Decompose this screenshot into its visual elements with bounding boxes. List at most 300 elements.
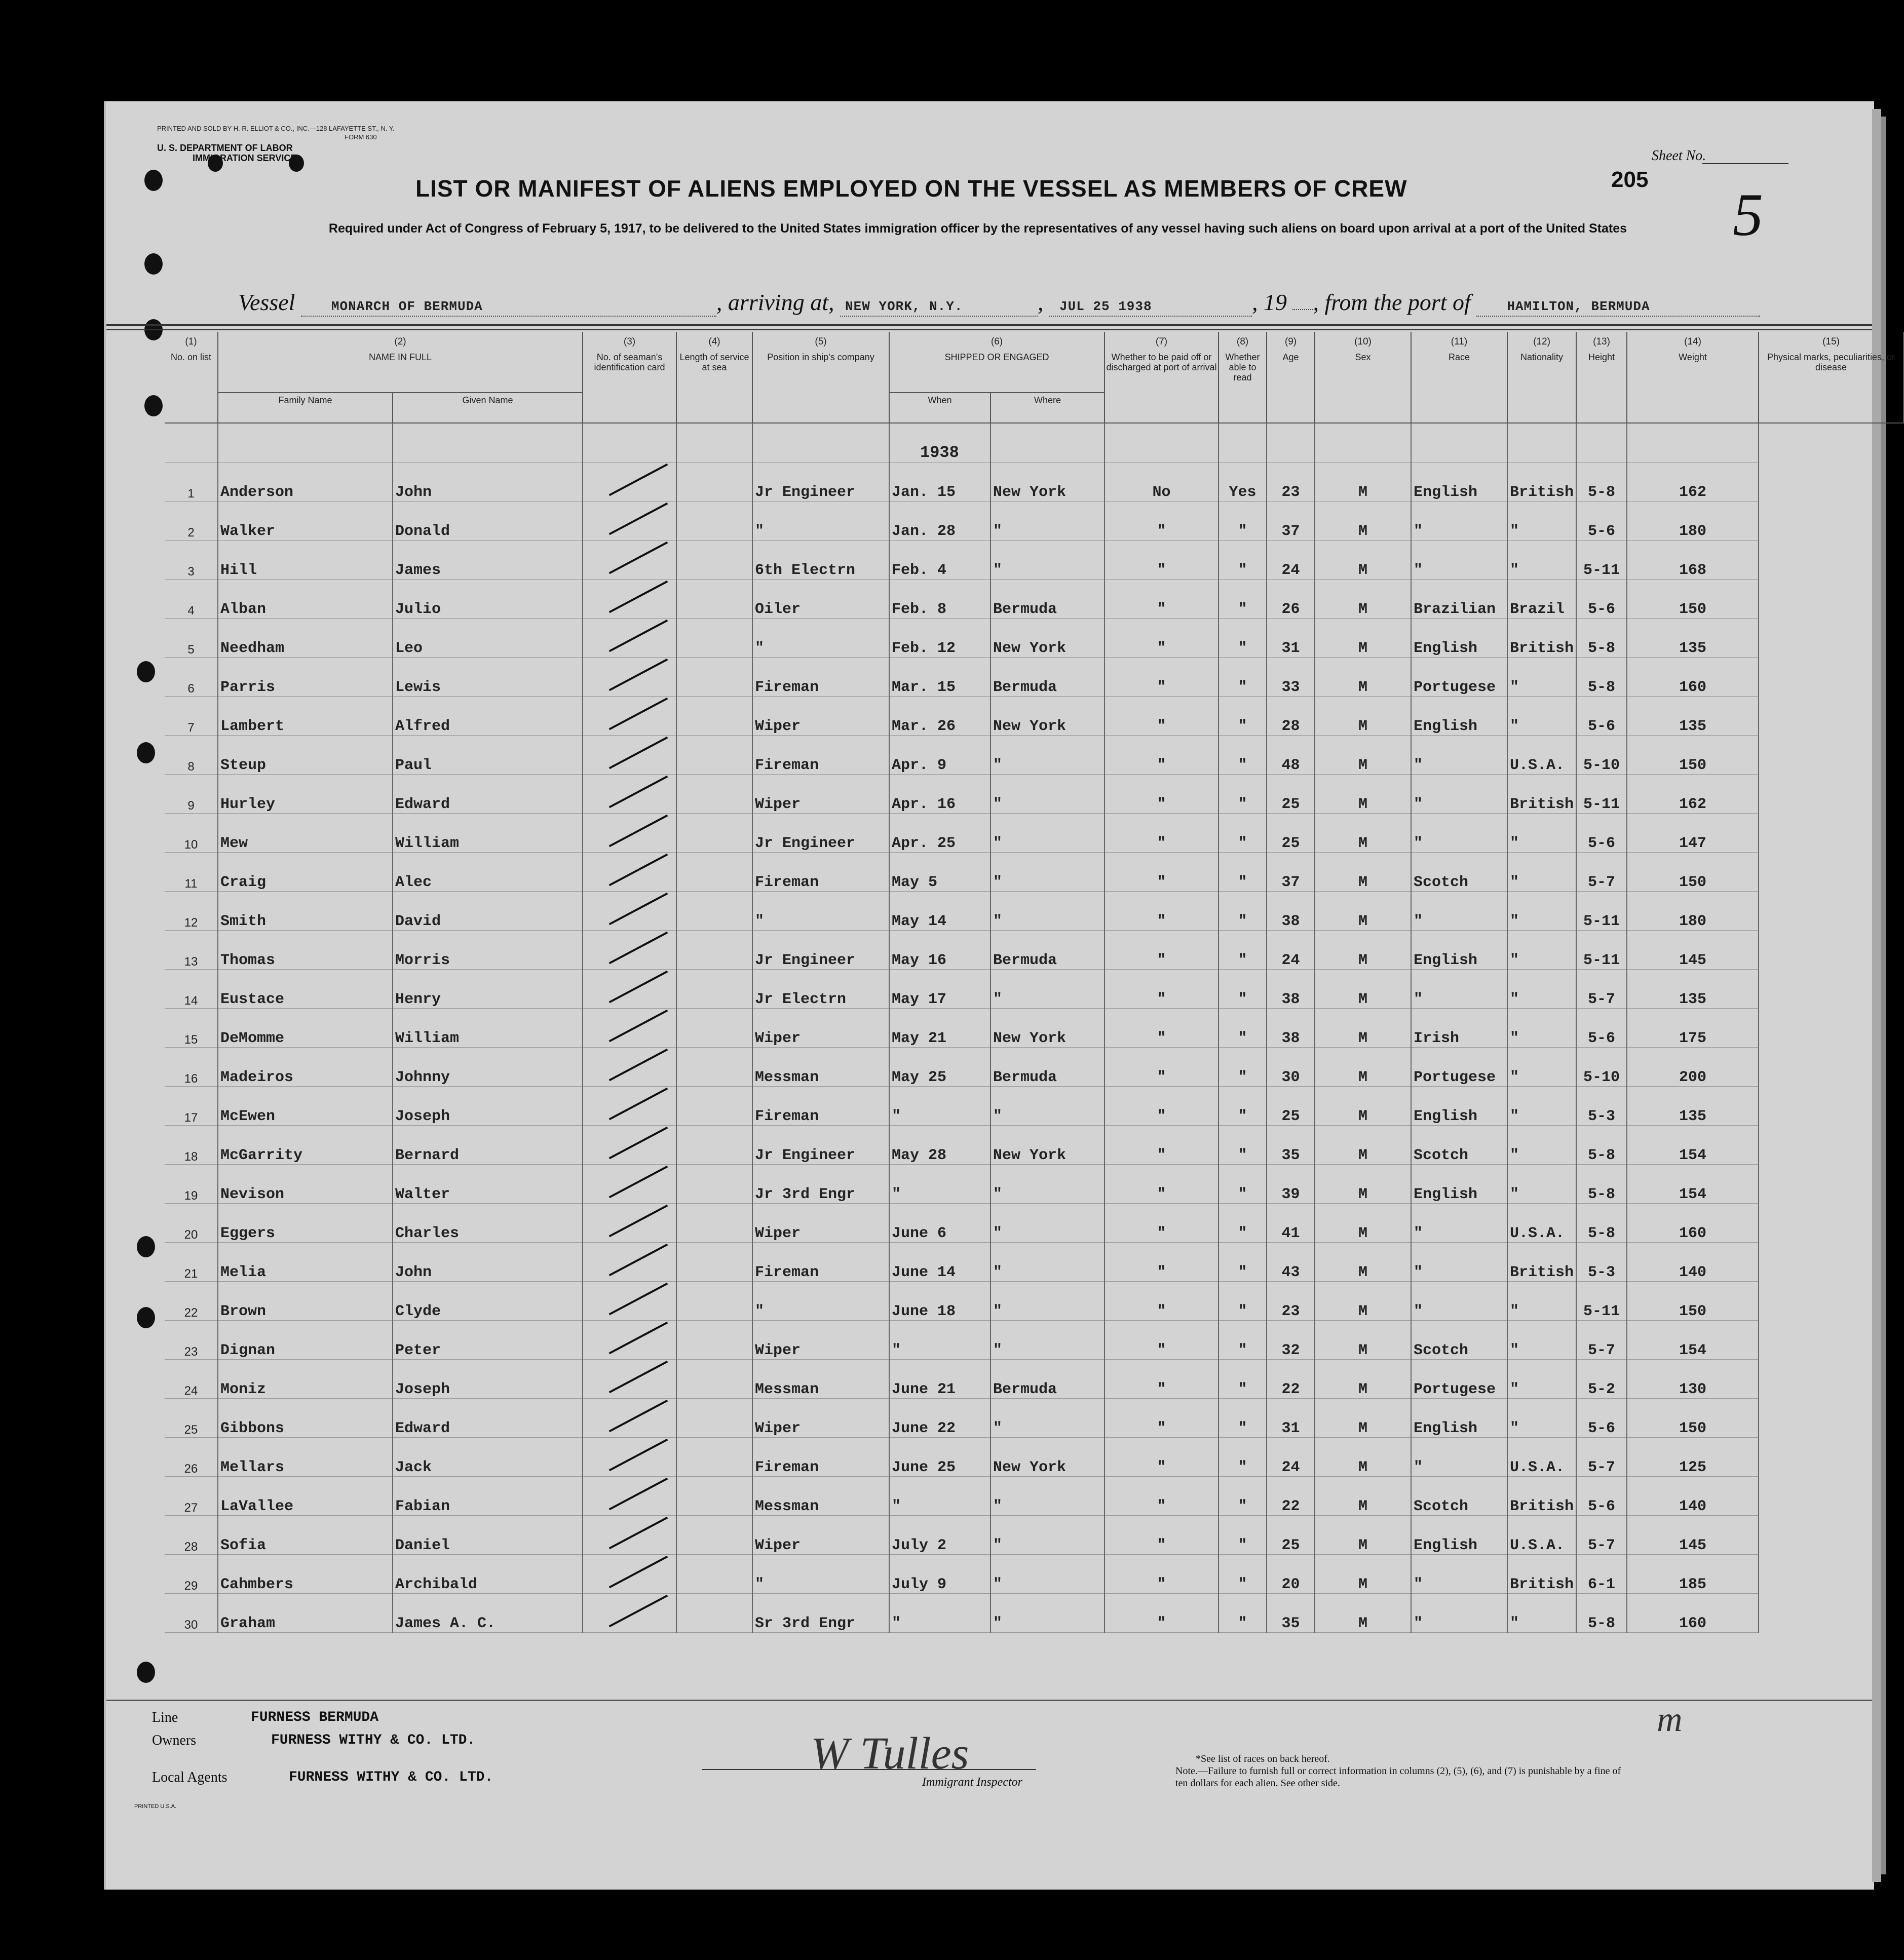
vessel-label: Vessel bbox=[238, 289, 295, 315]
service-length-cell bbox=[676, 1087, 752, 1126]
when-cell: June 18 bbox=[889, 1282, 991, 1321]
col-height-header: (13) Height bbox=[1576, 332, 1627, 423]
position-cell: Sr 3rd Engr bbox=[752, 1594, 889, 1633]
position-cell: Wiper bbox=[752, 697, 889, 736]
family-name-cell: Smith bbox=[218, 892, 393, 931]
read-cell: " bbox=[1218, 541, 1267, 580]
height-cell: 6-1 bbox=[1576, 1555, 1627, 1594]
when-cell: " bbox=[889, 1594, 991, 1633]
handwritten-initials: m bbox=[1657, 1700, 1683, 1739]
family-name-cell: Needham bbox=[218, 619, 393, 658]
read-cell: " bbox=[1218, 970, 1267, 1009]
read-cell: " bbox=[1218, 1048, 1267, 1087]
nationality-cell: British bbox=[1507, 1477, 1576, 1516]
read-cell: " bbox=[1218, 1477, 1267, 1516]
binder-hole bbox=[144, 395, 163, 416]
race-cell: " bbox=[1411, 1282, 1507, 1321]
family-name-cell: Hill bbox=[218, 541, 393, 580]
family-name-cell: Dignan bbox=[218, 1321, 393, 1360]
family-name-cell: Gibbons bbox=[218, 1399, 393, 1438]
family-name-cell: LaVallee bbox=[218, 1477, 393, 1516]
weight-cell: 147 bbox=[1627, 814, 1759, 853]
age-cell: 22 bbox=[1267, 1477, 1315, 1516]
weight-cell: 162 bbox=[1627, 775, 1759, 814]
row-number: 17 bbox=[165, 1087, 218, 1126]
service-length-cell bbox=[676, 1243, 752, 1282]
inspector-signature: W Tulles bbox=[811, 1728, 969, 1779]
col-no-header: (1) No. on list bbox=[165, 332, 218, 423]
service-length-cell bbox=[676, 1438, 752, 1477]
height-cell: 5-8 bbox=[1576, 619, 1627, 658]
row-number: 12 bbox=[165, 892, 218, 931]
position-cell: " bbox=[752, 1282, 889, 1321]
check-mark-icon bbox=[609, 1517, 668, 1550]
nationality-cell: " bbox=[1507, 970, 1576, 1009]
crew-manifest-table bbox=[165, 332, 1904, 1633]
penalty-note: Note.—Failure to furnish full or correct information in columns (2), (5), (6), and (7) is punishable by a fine of ten dollars for each alien. See other side. bbox=[1175, 1765, 1621, 1789]
nationality-cell: " bbox=[1507, 697, 1576, 736]
weight-cell: 135 bbox=[1627, 970, 1759, 1009]
service-length-cell bbox=[676, 697, 752, 736]
given-name-cell: Julio bbox=[393, 580, 583, 619]
given-name-cell: Edward bbox=[393, 775, 583, 814]
given-name-cell: Walter bbox=[393, 1165, 583, 1204]
sex-cell: M bbox=[1315, 541, 1411, 580]
height-cell: 5-7 bbox=[1576, 1516, 1627, 1555]
binder-hole bbox=[144, 253, 163, 275]
footer-rule bbox=[106, 1700, 1872, 1701]
row-number: 20 bbox=[165, 1204, 218, 1243]
family-name-cell: Hurley bbox=[218, 775, 393, 814]
check-mark-icon bbox=[609, 1049, 668, 1082]
race-cell: Brazilian bbox=[1411, 580, 1507, 619]
when-cell: Apr. 25 bbox=[889, 814, 991, 853]
height-cell: 5-3 bbox=[1576, 1243, 1627, 1282]
check-mark-icon bbox=[609, 1400, 668, 1433]
when-cell: " bbox=[889, 1321, 991, 1360]
race-cell: English bbox=[1411, 931, 1507, 970]
check-mark-icon bbox=[609, 1322, 668, 1355]
weight-cell: 160 bbox=[1627, 658, 1759, 697]
height-cell: 5-2 bbox=[1576, 1360, 1627, 1399]
check-mark-icon bbox=[609, 503, 668, 535]
when-cell: Apr. 16 bbox=[889, 775, 991, 814]
where-cell: " bbox=[991, 853, 1105, 892]
id-card-cell bbox=[583, 697, 676, 736]
year-label: , 19 bbox=[1251, 289, 1287, 315]
row-number: 11 bbox=[165, 853, 218, 892]
race-cell: English bbox=[1411, 1087, 1507, 1126]
when-cell: May 28 bbox=[889, 1126, 991, 1165]
age-cell: 37 bbox=[1267, 502, 1315, 541]
position-cell: Wiper bbox=[752, 1204, 889, 1243]
race-cell: English bbox=[1411, 697, 1507, 736]
read-cell: " bbox=[1218, 1360, 1267, 1399]
when-cell: Jan. 28 bbox=[889, 502, 991, 541]
where-cell: New York bbox=[991, 619, 1105, 658]
read-cell: " bbox=[1218, 502, 1267, 541]
table-row bbox=[165, 1477, 1903, 1516]
sex-cell: M bbox=[1315, 1165, 1411, 1204]
family-name-cell: Alban bbox=[218, 580, 393, 619]
table-row bbox=[165, 619, 1903, 658]
service-length-cell bbox=[676, 541, 752, 580]
check-mark-icon bbox=[609, 1283, 668, 1316]
paid-off-cell: " bbox=[1105, 970, 1218, 1009]
height-cell: 5-10 bbox=[1576, 1048, 1627, 1087]
position-cell: Jr Electrn bbox=[752, 970, 889, 1009]
paid-off-cell: " bbox=[1105, 1321, 1218, 1360]
height-cell: 5-6 bbox=[1576, 1399, 1627, 1438]
form-number: FORM 630 bbox=[345, 133, 377, 141]
table-row bbox=[165, 775, 1903, 814]
race-cell: Scotch bbox=[1411, 1126, 1507, 1165]
where-cell: " bbox=[991, 502, 1105, 541]
when-cell: May 21 bbox=[889, 1009, 991, 1048]
service-length-cell bbox=[676, 658, 752, 697]
position-cell: Fireman bbox=[752, 853, 889, 892]
where-cell: " bbox=[991, 814, 1105, 853]
binder-hole bbox=[137, 1236, 155, 1257]
id-card-cell bbox=[583, 1165, 676, 1204]
table-row bbox=[165, 463, 1903, 502]
table-row bbox=[165, 736, 1903, 775]
paid-off-cell: " bbox=[1105, 619, 1218, 658]
service-length-cell bbox=[676, 1204, 752, 1243]
age-cell: 22 bbox=[1267, 1360, 1315, 1399]
col-race-header: (11) Race bbox=[1411, 332, 1507, 423]
race-cell: " bbox=[1411, 892, 1507, 931]
check-mark-icon bbox=[609, 1244, 668, 1277]
row-number: 25 bbox=[165, 1399, 218, 1438]
sex-cell: M bbox=[1315, 1087, 1411, 1126]
race-cell: " bbox=[1411, 1243, 1507, 1282]
page-title: LIST OR MANIFEST OF ALIENS EMPLOYED ON THE VESSEL AS MEMBERS OF CREW bbox=[415, 175, 1407, 202]
col-age-header: (9) Age bbox=[1267, 332, 1315, 423]
col-name-header: (2) NAME IN FULL bbox=[218, 332, 583, 393]
id-card-cell bbox=[583, 463, 676, 502]
height-cell: 5-3 bbox=[1576, 1087, 1627, 1126]
where-cell: New York bbox=[991, 1126, 1105, 1165]
row-number: 19 bbox=[165, 1165, 218, 1204]
nationality-cell: U.S.A. bbox=[1507, 1204, 1576, 1243]
where-cell: " bbox=[991, 1399, 1105, 1438]
read-cell: " bbox=[1218, 1438, 1267, 1477]
row-number: 24 bbox=[165, 1360, 218, 1399]
service-length-cell bbox=[676, 1048, 752, 1087]
family-name-cell: McGarrity bbox=[218, 1126, 393, 1165]
where-cell: Bermuda bbox=[991, 931, 1105, 970]
where-cell: " bbox=[991, 1243, 1105, 1282]
weight-cell: 154 bbox=[1627, 1321, 1759, 1360]
given-name-cell: Paul bbox=[393, 736, 583, 775]
read-cell: " bbox=[1218, 814, 1267, 853]
table-row bbox=[165, 1087, 1903, 1126]
position-cell: Messman bbox=[752, 1360, 889, 1399]
sex-cell: M bbox=[1315, 892, 1411, 931]
race-cell: " bbox=[1411, 814, 1507, 853]
arriving-port: NEW YORK, N.Y. bbox=[845, 299, 963, 314]
height-cell: 5-8 bbox=[1576, 1165, 1627, 1204]
nationality-cell: " bbox=[1507, 1282, 1576, 1321]
sex-cell: M bbox=[1315, 1438, 1411, 1477]
when-cell: July 9 bbox=[889, 1555, 991, 1594]
height-cell: 5-10 bbox=[1576, 736, 1627, 775]
height-cell: 5-7 bbox=[1576, 1321, 1627, 1360]
weight-cell: 180 bbox=[1627, 892, 1759, 931]
check-mark-icon bbox=[609, 1088, 668, 1121]
read-cell: " bbox=[1218, 1009, 1267, 1048]
paid-off-cell: " bbox=[1105, 736, 1218, 775]
weight-cell: 175 bbox=[1627, 1009, 1759, 1048]
table-row bbox=[165, 697, 1903, 736]
binder-hole bbox=[137, 1307, 155, 1328]
id-card-cell bbox=[583, 853, 676, 892]
family-name-cell: Eustace bbox=[218, 970, 393, 1009]
sex-cell: M bbox=[1315, 619, 1411, 658]
sex-cell: M bbox=[1315, 1204, 1411, 1243]
nationality-cell: U.S.A. bbox=[1507, 736, 1576, 775]
where-cell: Bermuda bbox=[991, 580, 1105, 619]
sex-cell: M bbox=[1315, 1282, 1411, 1321]
race-cell: " bbox=[1411, 1594, 1507, 1633]
row-number: 9 bbox=[165, 775, 218, 814]
family-name-cell: Mellars bbox=[218, 1438, 393, 1477]
id-card-cell bbox=[583, 1282, 676, 1321]
sheet-number-label: Sheet No. bbox=[1652, 148, 1706, 164]
when-cell: Feb. 12 bbox=[889, 619, 991, 658]
age-cell: 39 bbox=[1267, 1165, 1315, 1204]
service-length-cell bbox=[676, 1126, 752, 1165]
year-entry: 1938 bbox=[920, 443, 959, 462]
read-cell: " bbox=[1218, 1516, 1267, 1555]
line-value: FURNESS BERMUDA bbox=[251, 1710, 379, 1725]
read-cell: " bbox=[1218, 1399, 1267, 1438]
service-length-cell bbox=[676, 502, 752, 541]
paid-off-cell: " bbox=[1105, 775, 1218, 814]
when-cell: " bbox=[889, 1477, 991, 1516]
height-cell: 5-8 bbox=[1576, 658, 1627, 697]
id-card-cell bbox=[583, 502, 676, 541]
check-mark-icon bbox=[609, 854, 668, 887]
when-cell: May 14 bbox=[889, 892, 991, 931]
age-cell: 30 bbox=[1267, 1048, 1315, 1087]
position-cell: " bbox=[752, 892, 889, 931]
id-card-cell bbox=[583, 970, 676, 1009]
when-cell: Apr. 9 bbox=[889, 736, 991, 775]
row-number: 18 bbox=[165, 1126, 218, 1165]
age-cell: 25 bbox=[1267, 814, 1315, 853]
weight-cell: 200 bbox=[1627, 1048, 1759, 1087]
paid-off-cell: " bbox=[1105, 1282, 1218, 1321]
table-row bbox=[165, 853, 1903, 892]
where-cell: " bbox=[991, 1555, 1105, 1594]
where-cell: " bbox=[991, 1204, 1105, 1243]
nationality-cell: " bbox=[1507, 1399, 1576, 1438]
where-cell: " bbox=[991, 1282, 1105, 1321]
nationality-cell: " bbox=[1507, 892, 1576, 931]
service-length-cell bbox=[676, 931, 752, 970]
nationality-cell: " bbox=[1507, 853, 1576, 892]
check-mark-icon bbox=[609, 581, 668, 613]
given-name-cell: Donald bbox=[393, 502, 583, 541]
race-cell: English bbox=[1411, 1516, 1507, 1555]
weight-cell: 150 bbox=[1627, 580, 1759, 619]
service-length-cell bbox=[676, 1477, 752, 1516]
given-name-cell: Johnny bbox=[393, 1048, 583, 1087]
when-cell: Mar. 15 bbox=[889, 658, 991, 697]
height-cell: 5-7 bbox=[1576, 970, 1627, 1009]
row-number: 8 bbox=[165, 736, 218, 775]
height-cell: 5-8 bbox=[1576, 1126, 1627, 1165]
family-name-cell: Steup bbox=[218, 736, 393, 775]
position-cell: Wiper bbox=[752, 775, 889, 814]
id-card-cell bbox=[583, 1516, 676, 1555]
where-cell: " bbox=[991, 1594, 1105, 1633]
binder-hole bbox=[137, 742, 155, 763]
race-cell: Portugese bbox=[1411, 658, 1507, 697]
service-length-cell bbox=[676, 1009, 752, 1048]
nationality-cell: British bbox=[1507, 775, 1576, 814]
row-number: 28 bbox=[165, 1516, 218, 1555]
given-name-cell: Fabian bbox=[393, 1477, 583, 1516]
id-card-cell bbox=[583, 1555, 676, 1594]
vessel-name: MONARCH OF BERMUDA bbox=[331, 299, 483, 314]
read-cell: " bbox=[1218, 1555, 1267, 1594]
col-sex-header: (10) Sex bbox=[1315, 332, 1411, 423]
owners-label: Owners bbox=[152, 1733, 197, 1748]
row-number: 3 bbox=[165, 541, 218, 580]
header-rule bbox=[106, 324, 1872, 326]
race-cell: " bbox=[1411, 736, 1507, 775]
service-length-cell bbox=[676, 1282, 752, 1321]
age-cell: 31 bbox=[1267, 1399, 1315, 1438]
read-cell: " bbox=[1218, 1087, 1267, 1126]
row-number: 14 bbox=[165, 970, 218, 1009]
age-cell: 32 bbox=[1267, 1321, 1315, 1360]
given-name-cell: William bbox=[393, 814, 583, 853]
family-name-cell: Cahmbers bbox=[218, 1555, 393, 1594]
weight-cell: 135 bbox=[1627, 1087, 1759, 1126]
age-cell: 38 bbox=[1267, 892, 1315, 931]
position-cell: " bbox=[752, 502, 889, 541]
when-cell: " bbox=[889, 1165, 991, 1204]
line-label: Line bbox=[152, 1710, 178, 1725]
family-name-cell: Nevison bbox=[218, 1165, 393, 1204]
position-cell: Jr Engineer bbox=[752, 1126, 889, 1165]
table-row bbox=[165, 970, 1903, 1009]
header-rule bbox=[106, 329, 1872, 330]
table-row bbox=[165, 1282, 1903, 1321]
nationality-cell: " bbox=[1507, 1048, 1576, 1087]
check-mark-icon bbox=[609, 893, 668, 926]
race-cell: " bbox=[1411, 1555, 1507, 1594]
given-name-cell: Bernard bbox=[393, 1126, 583, 1165]
height-cell: 5-11 bbox=[1576, 1282, 1627, 1321]
id-card-cell bbox=[583, 775, 676, 814]
when-cell: June 14 bbox=[889, 1243, 991, 1282]
weight-cell: 162 bbox=[1627, 463, 1759, 502]
race-cell: Portugese bbox=[1411, 1360, 1507, 1399]
weight-cell: 130 bbox=[1627, 1360, 1759, 1399]
nationality-cell: " bbox=[1507, 931, 1576, 970]
year-row bbox=[165, 423, 1903, 463]
when-cell: Jan. 15 bbox=[889, 463, 991, 502]
row-number: 23 bbox=[165, 1321, 218, 1360]
position-cell: Messman bbox=[752, 1048, 889, 1087]
id-card-cell bbox=[583, 1048, 676, 1087]
row-number: 13 bbox=[165, 931, 218, 970]
col-position-header: (5) Position in ship's company bbox=[752, 332, 889, 423]
age-cell: 26 bbox=[1267, 580, 1315, 619]
id-card-cell bbox=[583, 1399, 676, 1438]
where-cell: Bermuda bbox=[991, 1048, 1105, 1087]
nationality-cell: British bbox=[1507, 1243, 1576, 1282]
sex-cell: M bbox=[1315, 1321, 1411, 1360]
read-cell: " bbox=[1218, 1321, 1267, 1360]
table-row bbox=[165, 892, 1903, 931]
page-subtitle: Required under Act of Congress of February 5, 1917, to be delivered to the United States immigration officer by the representatives of any vessel having such aliens on board upon arrival at a port of the United States bbox=[328, 221, 1627, 236]
table-row bbox=[165, 502, 1903, 541]
given-name-cell: Joseph bbox=[393, 1360, 583, 1399]
weight-cell: 154 bbox=[1627, 1126, 1759, 1165]
binder-hole bbox=[137, 661, 155, 682]
service-length-cell bbox=[676, 892, 752, 931]
weight-cell: 145 bbox=[1627, 1516, 1759, 1555]
weight-cell: 185 bbox=[1627, 1555, 1759, 1594]
table-row bbox=[165, 1594, 1903, 1633]
paid-off-cell: No bbox=[1105, 463, 1218, 502]
race-cell: English bbox=[1411, 1165, 1507, 1204]
age-cell: 37 bbox=[1267, 853, 1315, 892]
where-cell: New York bbox=[991, 1009, 1105, 1048]
given-name-cell: Leo bbox=[393, 619, 583, 658]
sex-cell: M bbox=[1315, 1048, 1411, 1087]
age-cell: 33 bbox=[1267, 658, 1315, 697]
given-name-cell: Alfred bbox=[393, 697, 583, 736]
race-cell: Scotch bbox=[1411, 1321, 1507, 1360]
read-cell: " bbox=[1218, 1165, 1267, 1204]
height-cell: 5-6 bbox=[1576, 814, 1627, 853]
id-card-cell bbox=[583, 1009, 676, 1048]
where-cell: Bermuda bbox=[991, 1360, 1105, 1399]
from-port: HAMILTON, BERMUDA bbox=[1507, 299, 1650, 314]
table-row bbox=[165, 1126, 1903, 1165]
weight-cell: 140 bbox=[1627, 1477, 1759, 1516]
race-cell: English bbox=[1411, 1399, 1507, 1438]
service-length-cell bbox=[676, 775, 752, 814]
check-mark-icon bbox=[609, 620, 668, 652]
read-cell: " bbox=[1218, 1126, 1267, 1165]
family-name-cell: Walker bbox=[218, 502, 393, 541]
weight-cell: 160 bbox=[1627, 1204, 1759, 1243]
id-card-cell bbox=[583, 658, 676, 697]
races-note: *See list of races on back hereof. bbox=[1196, 1753, 1330, 1764]
age-cell: 25 bbox=[1267, 775, 1315, 814]
id-card-cell bbox=[583, 1204, 676, 1243]
service-length-cell bbox=[676, 1555, 752, 1594]
position-cell: Fireman bbox=[752, 658, 889, 697]
sex-cell: M bbox=[1315, 775, 1411, 814]
sex-cell: M bbox=[1315, 853, 1411, 892]
race-cell: " bbox=[1411, 775, 1507, 814]
position-cell: Jr Engineer bbox=[752, 463, 889, 502]
where-cell: " bbox=[991, 1477, 1105, 1516]
where-cell: Bermuda bbox=[991, 658, 1105, 697]
footer-notes bbox=[1175, 1753, 1631, 1789]
paid-off-cell: " bbox=[1105, 853, 1218, 892]
family-name-cell: Madeiros bbox=[218, 1048, 393, 1087]
